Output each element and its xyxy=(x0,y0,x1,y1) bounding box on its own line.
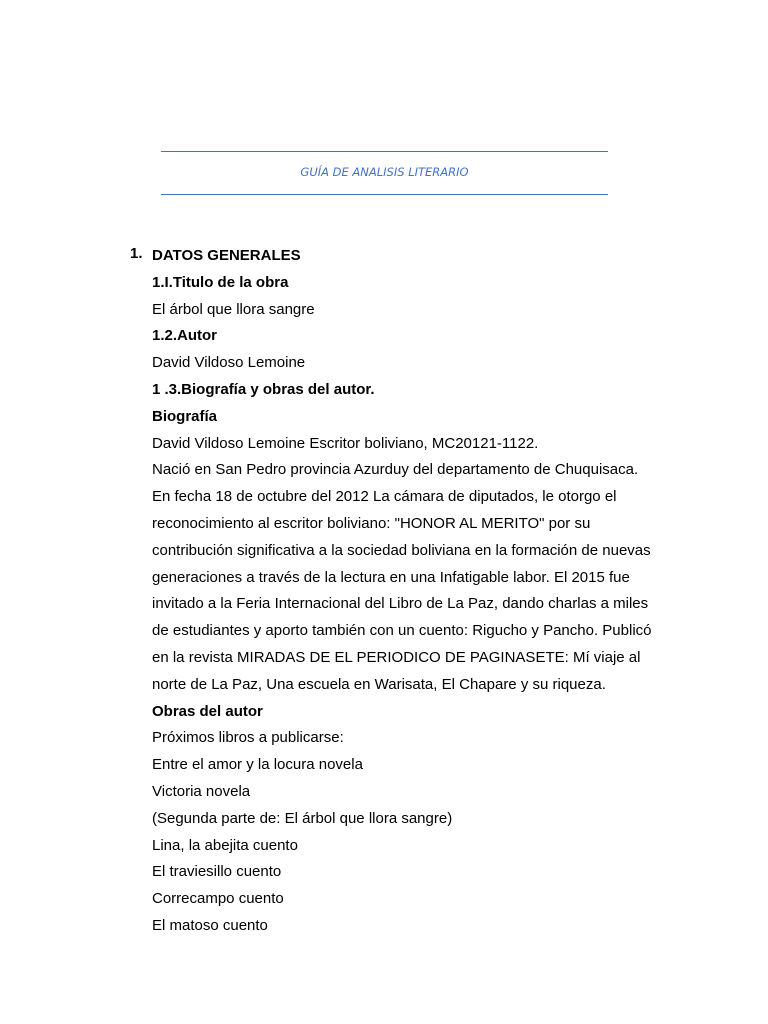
biografia-line: En fecha 18 de octubre del 2012 La cámara de diputados, le otorgo el xyxy=(152,488,617,506)
obras-line: (Segunda parte de: El árbol que llora sangre) xyxy=(152,809,453,827)
biografia-heading: Biografía xyxy=(152,407,218,425)
obras-line: Correcampo cuento xyxy=(152,890,284,908)
autor-value: David Vildoso Lemoine xyxy=(152,354,306,372)
biografia-line: contribución significativa a la sociedad boliviana en la formación de nuevas xyxy=(152,541,651,559)
document-header-title: GUÍA DE ANALISIS LITERARIO xyxy=(300,165,469,179)
document-body xyxy=(152,243,672,940)
header-bottom-rule xyxy=(161,194,608,195)
obras-line: El matoso cuento xyxy=(152,916,268,934)
obras-heading: Obras del autor xyxy=(152,702,263,720)
obras-line: Lina, la abejita cuento xyxy=(152,836,298,854)
obras-line: Próximos libros a publicarse: xyxy=(152,729,344,747)
section-number: 1. xyxy=(130,245,143,262)
biografia-line: de estudiantes y aporto también con un cuento: Rigucho y Pancho. Publicó xyxy=(152,622,652,640)
biografia-line: en la revista MIRADAS DE EL PERIODICO DE PAGINASETE: Mí viaje al xyxy=(152,648,641,666)
titulo-value: El árbol que llora sangre xyxy=(152,300,315,318)
header-top-rule xyxy=(161,151,608,152)
obras-line: Victoria novela xyxy=(152,782,251,800)
biografia-line: reconocimiento al escritor boliviano: "HONOR AL MERITO" por su xyxy=(152,514,591,532)
biografia-line: norte de La Paz, Una escuela en Warisata, El Chapare y su riqueza. xyxy=(152,675,606,693)
biografia-line: David Vildoso Lemoine Escritor boliviano, MC20121-1122. xyxy=(152,434,539,452)
autor-heading: 1.2.Autor xyxy=(152,327,218,345)
bio-obras-heading: 1 .3.Biografía y obras del autor. xyxy=(152,380,375,398)
biografia-line: invitado a la Feria Internacional del Libro de La Paz, dando charlas a miles xyxy=(152,595,649,613)
obras-line: El traviesillo cuento xyxy=(152,863,282,881)
obras-line: Entre el amor y la locura novela xyxy=(152,756,363,774)
biografia-line: generaciones a través de la lectura en una Infatigable labor. El 2015 fue xyxy=(152,568,630,586)
biografia-line: Nació en San Pedro provincia Azurduy del departamento de Chuquisaca. xyxy=(152,461,639,479)
section-title: DATOS GENERALES xyxy=(152,247,301,264)
titulo-heading: 1.I.Titulo de la obra xyxy=(152,273,289,291)
